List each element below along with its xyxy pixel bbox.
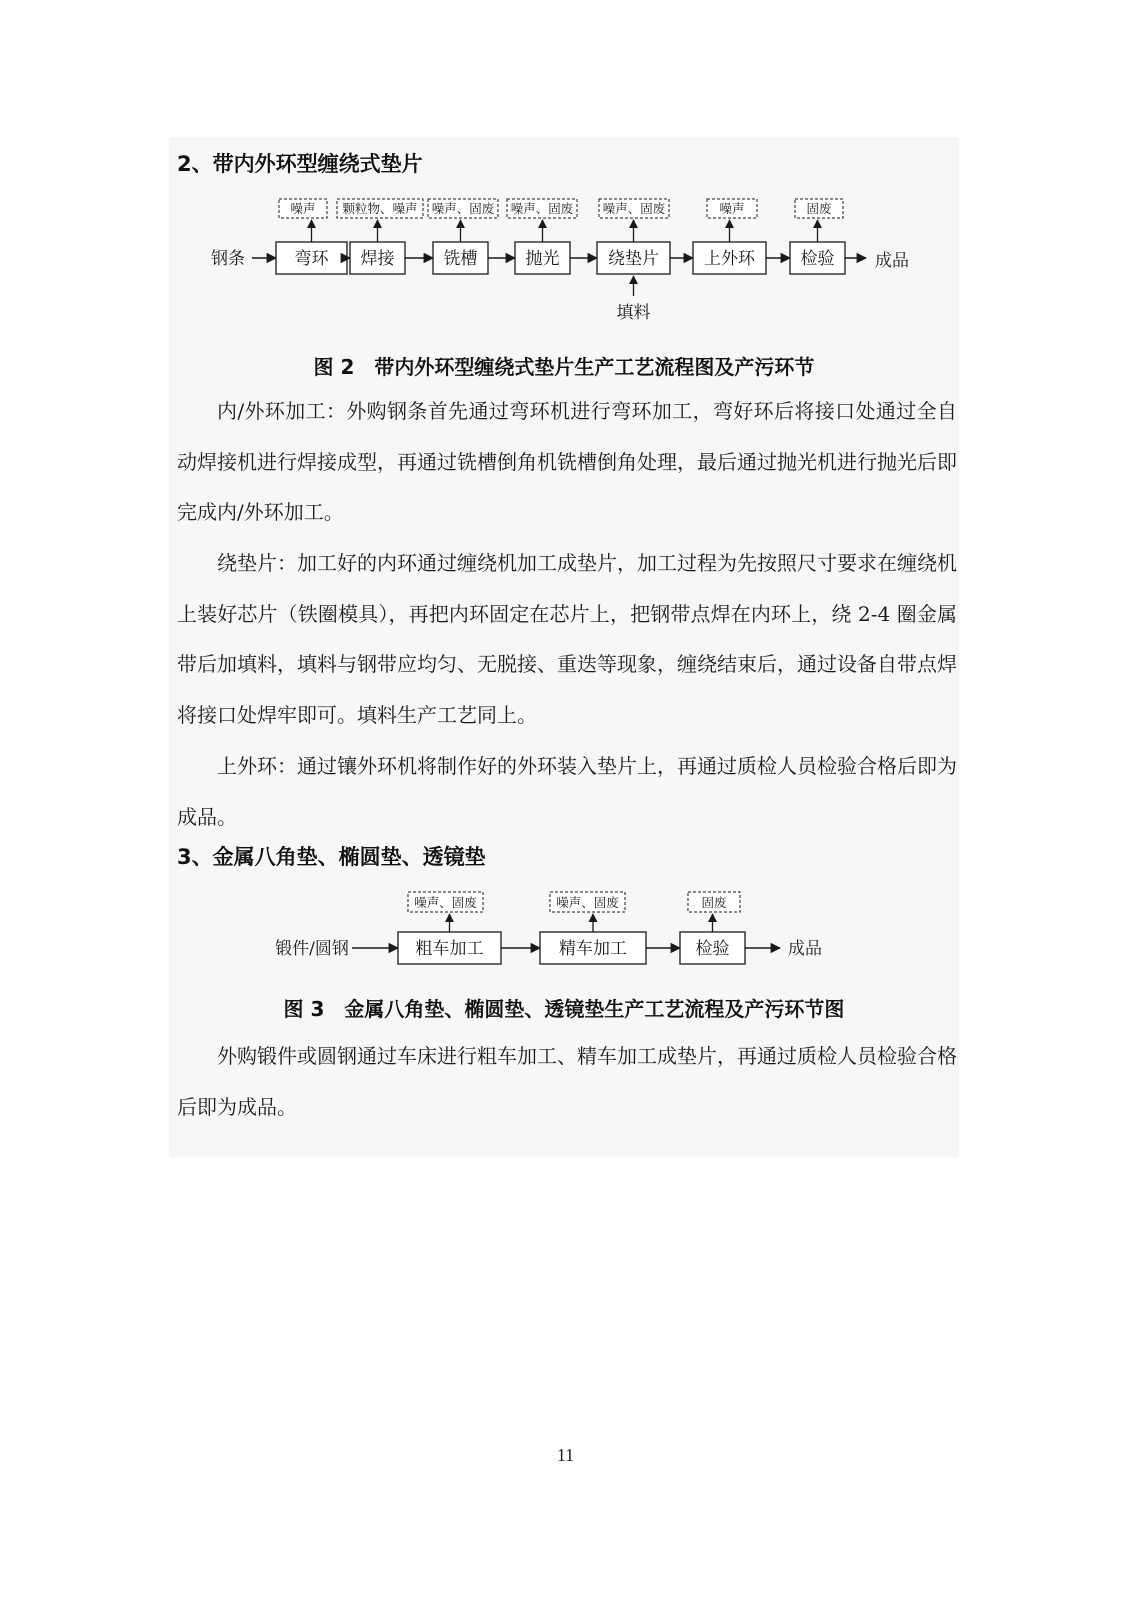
flow3-output-label: 成品 (788, 939, 822, 959)
flow2-step-label: 上外环 (704, 249, 755, 269)
figure-3-caption: 图 3 金属八角垫、椭圆垫、透镜垫生产工艺流程及产污环节图 (283, 997, 845, 1021)
flow3-step-label: 精车加工 (559, 939, 627, 959)
section-3-heading: 3、金属八角垫、椭圆垫、透镜垫 (177, 845, 486, 869)
section-2-paragraph-3: 上外环：通过镶外环机将制作好的外环装入垫片上，再通过质检人员检验合格后即为成品。 (177, 754, 957, 829)
flow2-emission-label: 固废 (806, 201, 832, 216)
flow3-emission-label: 噪声、固废 (414, 895, 477, 910)
flow2-step-label: 检验 (800, 249, 835, 269)
flow2-input-label: 钢条 (211, 249, 245, 269)
section-2-heading: 2、带内外环型缠绕式垫片 (177, 152, 423, 176)
flow3-emission-label: 噪声、固废 (556, 895, 619, 910)
flow2-emission-label: 噪声 (719, 201, 745, 216)
flow2-emission-label: 噪声 (290, 201, 316, 216)
section-3-paragraph-1: 外购锻件或圆钢通过车床进行粗车加工、精车加工成垫片，再通过质检人员检验合格后即为成品。 (177, 1044, 957, 1119)
flow2-step-label: 绕垫片 (608, 249, 659, 269)
flow2-step-label: 弯环 (294, 249, 329, 269)
flow2-emission-label: 颗粒物、噪声 (342, 201, 418, 216)
flow3-input-label: 锻件/圆钢 (275, 939, 349, 959)
flow2-output-label: 成品 (875, 251, 909, 271)
flow2-emission-label: 噪声、固废 (510, 201, 574, 216)
flow2-step-label: 抛光 (525, 249, 560, 269)
flow2-emission-label: 噪声、固废 (431, 201, 495, 216)
flow2-emission-label: 噪声、固废 (602, 201, 666, 216)
flow2-step-label: 焊接 (360, 249, 395, 269)
flow3-step-label: 粗车加工 (415, 939, 484, 959)
flow3-emission-label: 固废 (701, 895, 727, 910)
figure-2-caption: 图 2 带内外环型缠绕式垫片生产工艺流程图及产污环节 (313, 355, 815, 379)
flow3-step-label: 检验 (695, 939, 730, 959)
page-number: 11 (556, 1445, 575, 1465)
flow3-diagram (275, 892, 822, 964)
section-2-paragraph-2: 绕垫片：加工好的内环通过缠绕机加工成垫片，加工过程为先按照尺寸要求在缠绕机上装好芯片（铁圈模具），再把内环固定在芯片上，把钢带点焊在内环上，绕 2-4 圈金属带后加填料，填料与钢带应均匀、无脱接、重迭等现象，缠绕结束后，通过设备自带点焊将接口处焊牢即可。填料生产工艺同上。 (177, 551, 957, 727)
flow2-step-label: 铣槽 (443, 249, 478, 269)
flow2-side-input-label: 填料 (616, 303, 651, 323)
section-2-paragraph-1: 内/外环加工：外购钢条首先通过弯环机进行弯环加工，弯好环后将接口处通过全自动焊接机进行焊接成型，再通过铣槽倒角机铣槽倒角处理，最后通过抛光机进行抛光后即完成内/外环加工。 (177, 399, 957, 524)
